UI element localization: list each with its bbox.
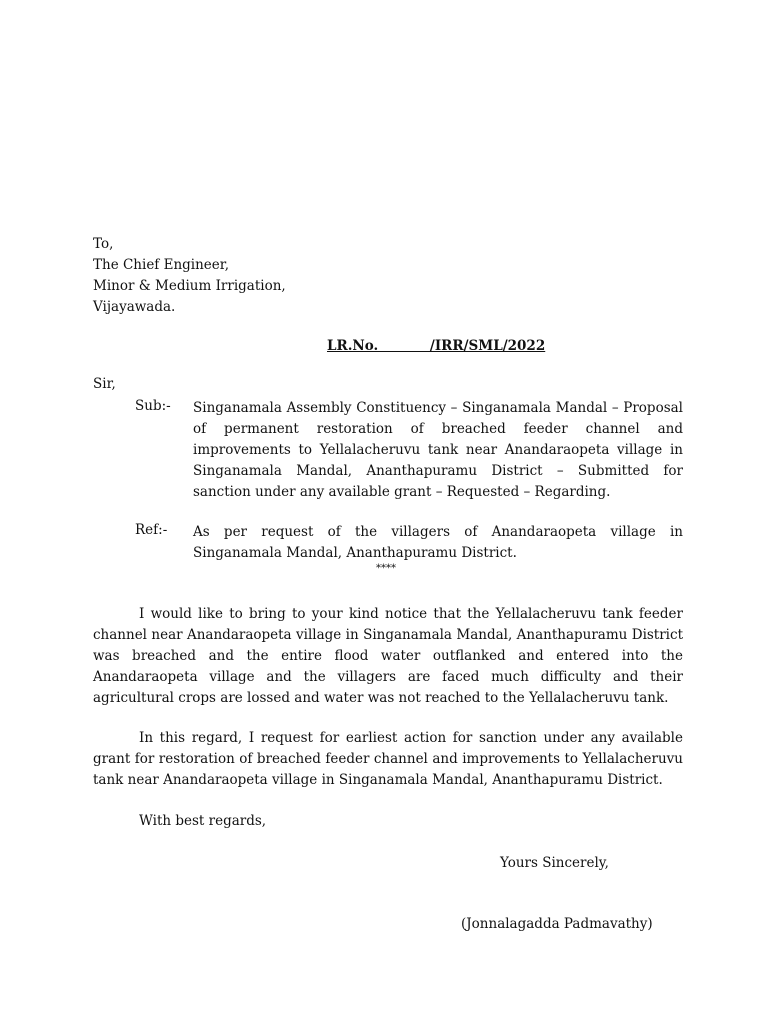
subject-label: Sub:- bbox=[135, 398, 171, 414]
salutation: Sir, bbox=[93, 376, 116, 392]
regards-line: With best regards, bbox=[139, 813, 267, 829]
body-paragraph-1: I would like to bring to your kind notice that the Yellalacheruvu tank feeder channel near Anandaraopeta village in Singanamala Mandal, Ananthapuramu District was breached and the entire flood water outflanked and entered into the Anandaraopeta village and the villagers are faced much difficulty and their agricultural crops are lossed and water was not reached to the Yellalacheruvu tank. bbox=[93, 606, 683, 706]
reference-number: LR.No. /IRR/SML/2022 bbox=[327, 338, 546, 354]
reference-text: As per request of the villagers of Anandaraopeta village in Singanamala Mandal, Ananthapuramu District. bbox=[193, 524, 683, 561]
address-to: To, bbox=[93, 236, 114, 252]
body-paragraph-2: In this regard, I request for earliest action for sanction under any available grant for restoration of breached feeder channel and improvements to Yellalacheruvu tank near Anandaraopeta village in Singanamala Mandal, Ananthapuramu District. bbox=[93, 730, 683, 788]
subject-text: Singanamala Assembly Constituency – Singanamala Mandal – Proposal of permanent restoration of breached feeder channel and improvements to Yellalacheruvu tank near Anandaraopeta village in Singanamala Mandal, Ananthapuramu District – Submitted for sanction under any available grant – Requested – Regarding. bbox=[193, 400, 683, 500]
reference-label: Ref:- bbox=[135, 522, 168, 538]
section-separator: **** bbox=[376, 563, 396, 574]
address-line-designation: The Chief Engineer, bbox=[93, 257, 230, 273]
recipient-address bbox=[93, 234, 286, 318]
signatory-name: (Jonnalagadda Padmavathy) bbox=[461, 916, 653, 932]
closing-line: Yours Sincerely, bbox=[500, 855, 609, 871]
address-line-department: Minor & Medium Irrigation, bbox=[93, 278, 286, 294]
address-line-city: Vijayawada. bbox=[93, 299, 176, 315]
